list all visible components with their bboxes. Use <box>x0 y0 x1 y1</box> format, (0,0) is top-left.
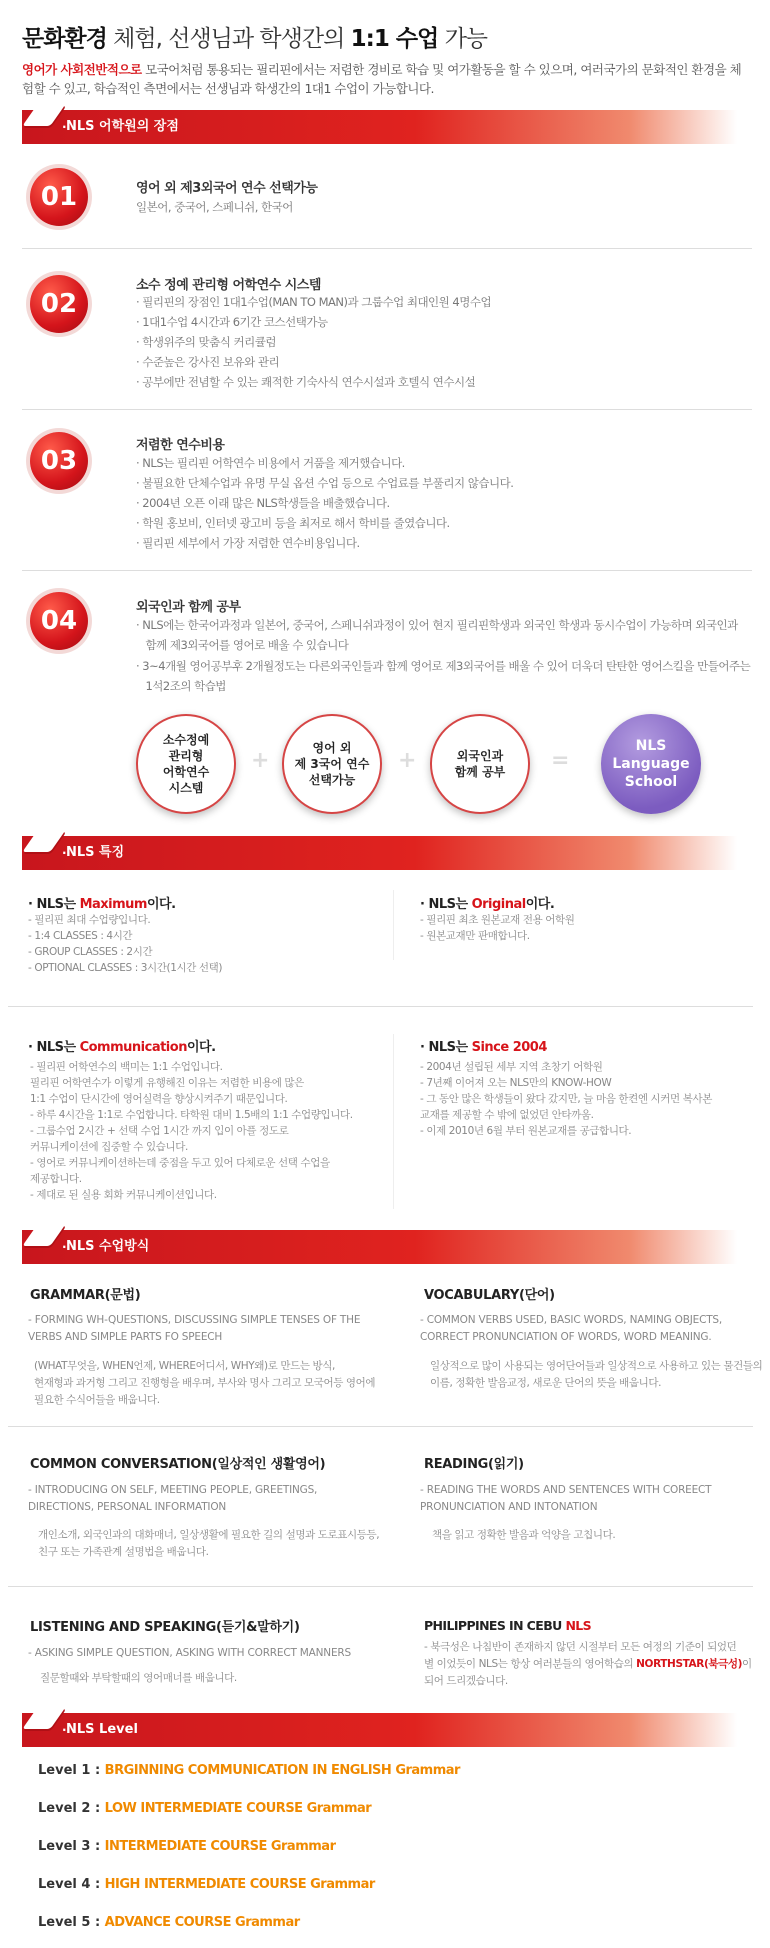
divider <box>22 570 752 571</box>
merit-line: · 2004년 오픈 이래 많은 NLS학생들을 배출했습니다. <box>136 496 390 510</box>
feature-list: - 필리핀 어학연수의 백미는 1:1 수업입니다. 필리핀 어학연수가 이렇게 유행해진 이유는 저렴한 비용에 많은 1:1 수업이 단시간에 영어실력을 향상시켜주기 때문입니다. - 하루 4시간을 1:1로 수업합니다. 타학원 대비 1.5배의 1:1 수업량입니다. - 그룹수업 2시간 + 선택 수업 1시간 까지 입이 아플 정도로 커뮤니케이션에 집중할 수 있습니다. - 영어로 커뮤니케이션하는데 중점을 두고 있어 다체로운 선택 수업을 제공합니다. - 제대로 된 실용 회화 커뮤니케이션입니다. <box>30 1061 353 1201</box>
feature-list: - 필리핀 최대 수업량입니다. - 1:4 CLASSES : 4시간 - GROUP CLASSES : 2시간 - OPTIONAL CLASSES : 3시간(1시간 선택) <box>28 914 223 974</box>
merit-line: · NLS에는 한국어과정과 일본어, 중국어, 스페니쉬과정이 있어 현지 필리핀학생과 외국인 학생과 동시수업이 가능하며 외국인과 <box>136 618 738 632</box>
method-desc-en: - COMMON VERBS USED, BASIC WORDS, NAMING OBJECTS, CORRECT PRONUNCIATION OF WORDS, WORD MEANING. <box>420 1314 723 1343</box>
merit-line: · 학생위주의 맞춤식 커리큘럼 <box>136 335 276 349</box>
level-item: Level 4 : HIGH INTERMEDIATE COURSE Grammar <box>38 1877 375 1892</box>
circle-small-group: 소수정예 관리형 어학연수 시스템 <box>136 714 236 814</box>
divider <box>8 1426 753 1427</box>
merit-line: · 3~4개월 영어공부후 2개월정도는 다른외국인들과 함께 영어로 제3외국어를 배울 수 있어 더욱더 탄탄한 영어스킬을 만들어주는 <box>136 659 751 673</box>
level-item: Level 5 : ADVANCE COURSE Grammar <box>38 1915 300 1930</box>
method-desc-ko: 개인소개, 외국인과의 대화매너, 일상생활에 필요한 길의 설명과 도로표시등등, 친구 또는 가족관계 설명법을 배웁니다. <box>38 1529 380 1558</box>
circle-nls-language-school: NLS Language School <box>601 714 701 814</box>
level-item: Level 3 : INTERMEDIATE COURSE Grammar <box>38 1839 336 1854</box>
divider <box>8 1006 753 1007</box>
merit-line: · 수준높은 강사진 보유와 관리 <box>136 355 280 369</box>
philippines-desc: - 북극성은 나침반이 존재하지 않던 시절부터 모든 여정의 기준이 되었던 별 이었듯이 NLS는 항상 여러분들의 영어학습의 NORTHSTAR(북극성)이 되어 드리겠습니다. <box>424 1641 752 1687</box>
divider <box>22 248 752 249</box>
method-title-listening-speaking: LISTENING AND SPEAKING(듣기&말하기) <box>30 1620 300 1635</box>
method-desc-ko: 일상적으로 많이 사용되는 영어단어들과 일상적으로 사용하고 있는 물건들의 이름, 정확한 발음교정, 새로운 단어의 뜻을 배웁니다. <box>430 1360 763 1389</box>
method-title-vocabulary: VOCABULARY(단어) <box>424 1288 555 1303</box>
method-desc-ko: 질문할때와 부탁할때의 영어매너를 배웁니다. <box>40 1672 237 1684</box>
method-title-reading: READING(읽기) <box>424 1457 524 1472</box>
feature-list: - 2004년 설립된 세부 지역 초창기 어학원 - 7년째 이어져 오는 NLS만의 KNOW-HOW - 그 동안 많은 학생들이 왔다 갔지만, 늘 마음 한켠엔 시커먼 복사본 교재를 제공할 수 밖에 없었던 안타까움. - 이제 2010년 6월 부터 원본교재를 공급합니다. <box>420 1061 712 1137</box>
merit-number-02: 02 <box>30 275 88 333</box>
feature-heading-original: · NLS는 Original이다. <box>420 897 555 912</box>
merit-line: 1석2조의 학습법 <box>136 679 226 693</box>
level-item: Level 2 : LOW INTERMEDIATE COURSE Grammar <box>38 1801 372 1816</box>
equals-icon: = <box>551 748 570 773</box>
section-banner-methods: · NLS 수업방식 <box>22 1230 737 1264</box>
plus-icon: + <box>398 748 417 773</box>
merit-line: 함께 제3외국어를 영어로 배울 수 있습니다 <box>136 638 349 652</box>
method-title-conversation: COMMON CONVERSATION(일상적인 생활영어) <box>30 1457 326 1472</box>
merit-number-04: 04 <box>30 592 88 650</box>
circle-study-with-foreigners: 외국인과 함께 공부 <box>430 714 530 814</box>
merit-title: 소수 정예 관리형 어학연수 시스템 <box>136 278 321 293</box>
feature-heading-communication: · NLS는 Communication이다. <box>28 1040 216 1055</box>
method-desc-en: - FORMING WH-QUESTIONS, DISCUSSING SIMPLE TENSES OF THE VERBS AND SIMPLE PARTS FO SPEECH <box>28 1314 361 1343</box>
merit-title: 저렴한 연수비용 <box>136 438 225 453</box>
section-banner-merits: · NLS 어학원의 장점 <box>22 110 737 144</box>
method-desc-en: - READING THE WORDS AND SENTENCES WITH COREECT PRONUNCIATION AND INTONATION <box>420 1484 712 1513</box>
page-title: 문화환경 체험, 선생님과 학생간의 1:1 수업 가능 <box>22 26 488 52</box>
section-banner-features: · NLS 특징 <box>22 836 737 870</box>
merit-line: · 공부에만 전념할 수 있는 쾌적한 기숙사식 연수시설과 호텔식 연수시설 <box>136 375 476 389</box>
divider <box>393 1034 394 1209</box>
feature-list: - 필리핀 최초 원본교재 전용 어학원 - 원본교재만 판매합니다. <box>420 914 575 942</box>
divider <box>393 890 394 960</box>
circle-third-language: 영어 외 제 3국어 연수 선택가능 <box>282 714 382 814</box>
plus-icon: + <box>251 748 270 773</box>
merit-title: 외국인과 함께 공부 <box>136 600 241 615</box>
divider <box>22 409 752 410</box>
merit-line: 일본어, 중국어, 스페니쉬, 한국어 <box>136 200 293 214</box>
level-item: Level 1 : BRGINNING COMMUNICATION IN ENGLISH Grammar <box>38 1763 460 1778</box>
method-desc-en: - INTRODUCING ON SELF, MEETING PEOPLE, GREETINGS, DIRECTIONS, PERSONAL INFORMATION <box>28 1484 318 1513</box>
philippines-title: PHILIPPINES IN CEBU NLS <box>424 1618 592 1633</box>
merit-line: · 필리핀 세부에서 가장 저렴한 연수비용입니다. <box>136 536 360 550</box>
merit-number-01: 01 <box>30 168 88 226</box>
merit-line: · 1대1수업 4시간과 6기간 코스선택가능 <box>136 315 328 329</box>
merit-line: · NLS는 필리핀 어학연수 비용에서 거품을 제거했습니다. <box>136 456 405 470</box>
method-desc-ko: 책을 읽고 정확한 발음과 억양을 고칩니다. <box>432 1529 616 1541</box>
method-desc-ko: (WHAT무엇을, WHEN언제, WHERE어디서, WHY왜)로 만드는 방식, 현재형과 과거형 그리고 진행형을 배우며, 부사와 명사 그리고 모국어등 영어에 필요한 수식어들을 배웁니다. <box>34 1360 376 1406</box>
merit-line: · 불필요한 단체수업과 유명 무실 옵션 수업 등으로 수업료를 부풀리지 않습니다. <box>136 476 514 490</box>
method-desc-en: - ASKING SIMPLE QUESTION, ASKING WITH CORRECT MANNERS <box>28 1647 351 1659</box>
section-banner-level: · NLS Level <box>22 1713 737 1747</box>
feature-heading-since-2004: · NLS는 Since 2004 <box>420 1040 547 1055</box>
merit-line: · 필리핀의 장점인 1대1수업(MAN TO MAN)과 그룹수업 최대인원 4명수업 <box>136 295 492 309</box>
merit-title: 영어 외 제3외국어 연수 선택가능 <box>136 181 318 196</box>
method-title-grammar: GRAMMAR(문법) <box>30 1288 141 1303</box>
intro-text: 영어가 사회전반적으로 모국어처럼 통용되는 필리핀에서는 저렴한 경비로 학습 및 여가활동을 할 수 있으며, 여러국가의 문화적인 환경을 체험할 수 있고, 학습적인 측면에서는 선생님과 학생간의 1대1 수업이 가능합니다. <box>22 62 742 96</box>
merit-number-03: 03 <box>30 432 88 490</box>
merit-line: · 학원 홍보비, 인터넷 광고비 등을 최저로 해서 학비를 줄였습니다. <box>136 516 450 530</box>
divider <box>8 1586 753 1587</box>
feature-heading-maximum: · NLS는 Maximum이다. <box>28 897 176 912</box>
